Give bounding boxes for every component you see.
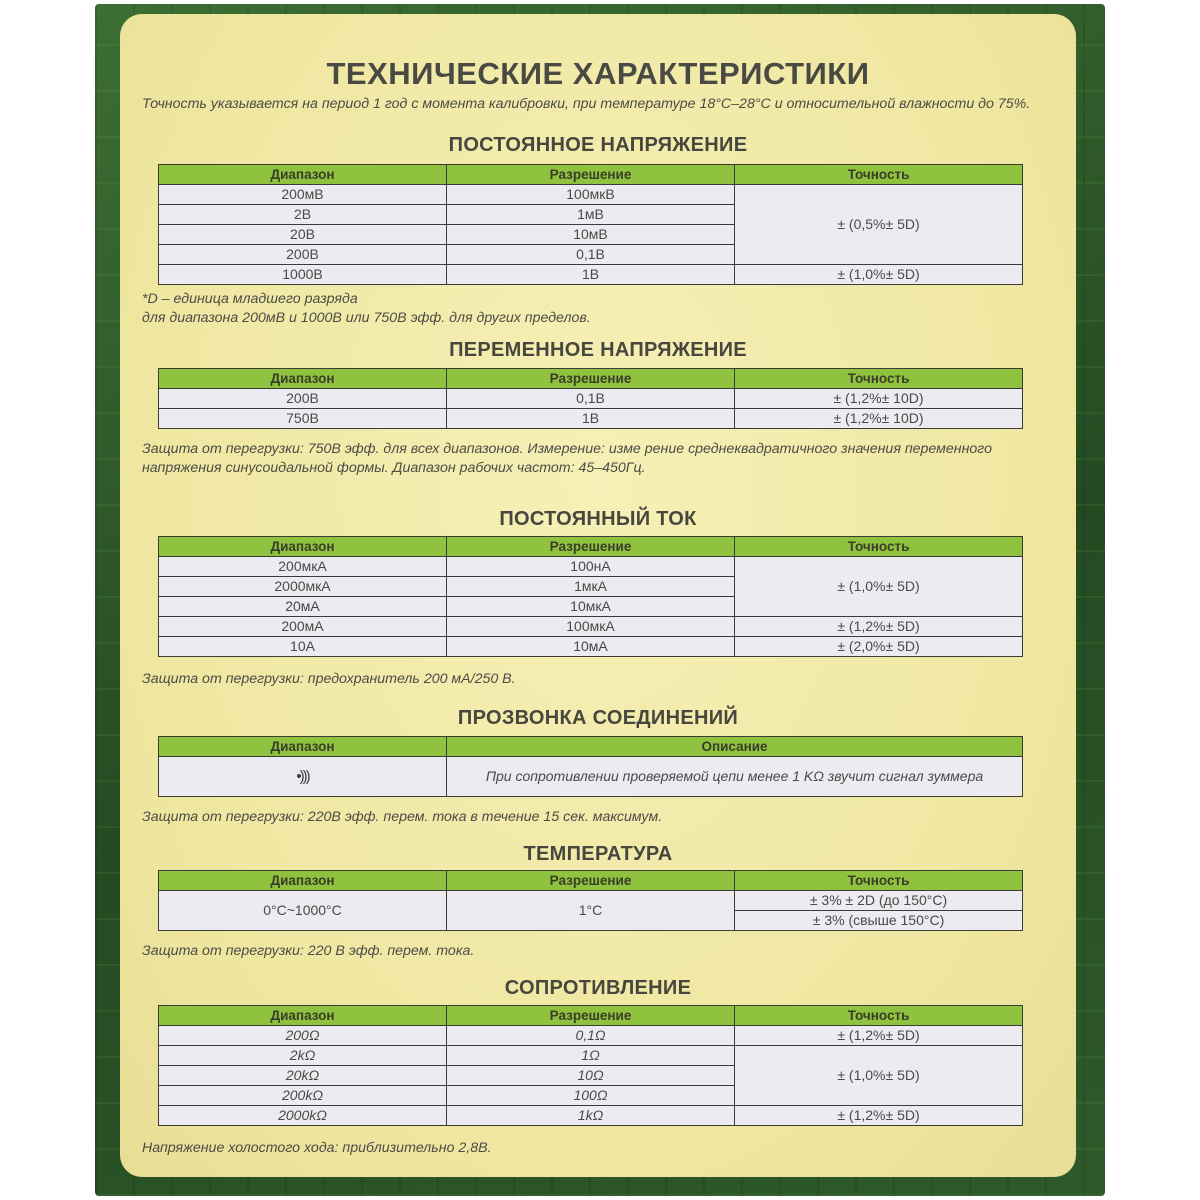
header-range: Диапазон [159,1006,447,1026]
accuracy-cell: ± (0,5%± 5D) [735,185,1023,265]
dc-current-heading: ПОСТОЯННЫЙ ТОК [499,508,697,530]
header-resolution: Разрешение [447,369,735,389]
dc-voltage-heading: ПОСТОЯННОЕ НАПРЯЖЕНИЕ [448,134,748,156]
continuity-note: Защита от перегрузки: 220В эфф. перем. тока в течение 15 сек. максимум. [142,809,663,825]
dc-current-table [158,536,1023,657]
accuracy-cell: ± (1,2%± 5D) [735,1106,1023,1126]
header-resolution: Разрешение [447,1006,735,1026]
table-row: 2kΩ 1Ω ± (1,0%± 5D) [159,1046,1023,1066]
header-accuracy: Точность [735,537,1023,557]
header-range: Диапазон [159,165,447,185]
sound-icon: •))) [296,768,309,785]
accuracy-cell: ± (1,2%± 5D) [735,617,1023,637]
ac-voltage-note: Защита от перегрузки: 750В эфф. для всех диапазонов. Измерение: изме рение среднеквадратичного значения переменного напряжения синусоидальной формы. Диапазон рабочих частот: 45–450Гц. [142,441,993,476]
dc-voltage-table [158,164,1023,285]
table-row: ± 3% (свыше 150°C) [159,911,1023,931]
table-row: 1000В 1В ± (1,0%± 5D) [159,265,1023,285]
temperature-table [158,870,1023,931]
resistance-heading: СОПРОТИВЛЕНИЕ [504,977,692,999]
intro-note: Точность указывается на период 1 год с момента калибровки, при температуре 18°C–28°C и относительной влажности до 75%. [142,96,1031,112]
table-row: 200Ω 0,1Ω ± (1,2%± 5D) [159,1026,1023,1046]
ac-voltage-table [158,368,1023,429]
table-row: •))) При сопротивлении проверяемой цепи менее 1 KΩ звучит сигнал зуммера [159,757,1023,797]
header-range: Диапазон [159,369,447,389]
table-row: 20мА 10мкА [159,597,1023,617]
header-accuracy: Точность [735,369,1023,389]
table-row: 20kΩ 10Ω [159,1066,1023,1086]
dc-voltage-note: *D – единица младшего разряда для диапазона 200мВ и 1000В или 750В эфф. для других пределов. [142,291,591,326]
header-accuracy: Точность [735,165,1023,185]
accuracy-cell: ± (1,0%± 5D) [735,265,1023,285]
table-row: 200kΩ 100Ω [159,1086,1023,1106]
table-row: 0°C~1000°C 1°C ± 3% ± 2D (до 150°C) [159,891,1023,911]
header-description: Описание [447,737,1023,757]
accuracy-cell: ± (1,0%± 5D) [735,557,1023,617]
header-range: Диапазон [159,737,447,757]
table-row: 20В 10мВ [159,225,1023,245]
accuracy-cell: ± (2,0%± 5D) [735,637,1023,657]
resistance-note: Напряжение холостого хода: приблизительно 2,8В. [142,1140,492,1156]
accuracy-cell: ± (1,2%± 5D) [735,1026,1023,1046]
header-resolution: Разрешение [447,871,735,891]
header-range: Диапазон [159,871,447,891]
table-row: 200В 0,1В [159,245,1023,265]
accuracy-cell: ± (1,0%± 5D) [735,1046,1023,1106]
table-row: 200мА 100мкА ± (1,2%± 5D) [159,617,1023,637]
temperature-note: Защита от перегрузки: 220 В эфф. перем. тока. [142,943,475,959]
continuity-heading: ПРОЗВОНКА СОЕДИНЕНИЙ [457,707,739,729]
header-resolution: Разрешение [447,537,735,557]
header-resolution: Разрешение [447,165,735,185]
table-row: 2000мкА 1мкА [159,577,1023,597]
ac-voltage-heading: ПЕРЕМЕННОЕ НАПРЯЖЕНИЕ [449,339,747,361]
table-row: 750В 1В ± (1,2%± 10D) [159,409,1023,429]
page-title: ТЕХНИЧЕСКИЕ ХАРАКТЕРИСТИКИ [326,56,870,91]
temperature-heading: ТЕМПЕРАТУРА [523,843,673,865]
table-row: 10А 10мА ± (2,0%± 5D) [159,637,1023,657]
continuity-table [158,736,1023,797]
header-range: Диапазон [159,537,447,557]
table-row: 200мВ 100мкВ ± (0,5%± 5D) [159,185,1023,205]
dc-current-note: Защита от перегрузки: предохранитель 200 мА/250 В. [142,671,516,687]
header-accuracy: Точность [735,1006,1023,1026]
resistance-table [158,1005,1023,1126]
header-accuracy: Точность [735,871,1023,891]
table-row: 200В 0,1В ± (1,2%± 10D) [159,389,1023,409]
table-row: 200мкА 100нА ± (1,0%± 5D) [159,557,1023,577]
table-row: 2000kΩ 1kΩ ± (1,2%± 5D) [159,1106,1023,1126]
table-row: 2В 1мВ [159,205,1023,225]
